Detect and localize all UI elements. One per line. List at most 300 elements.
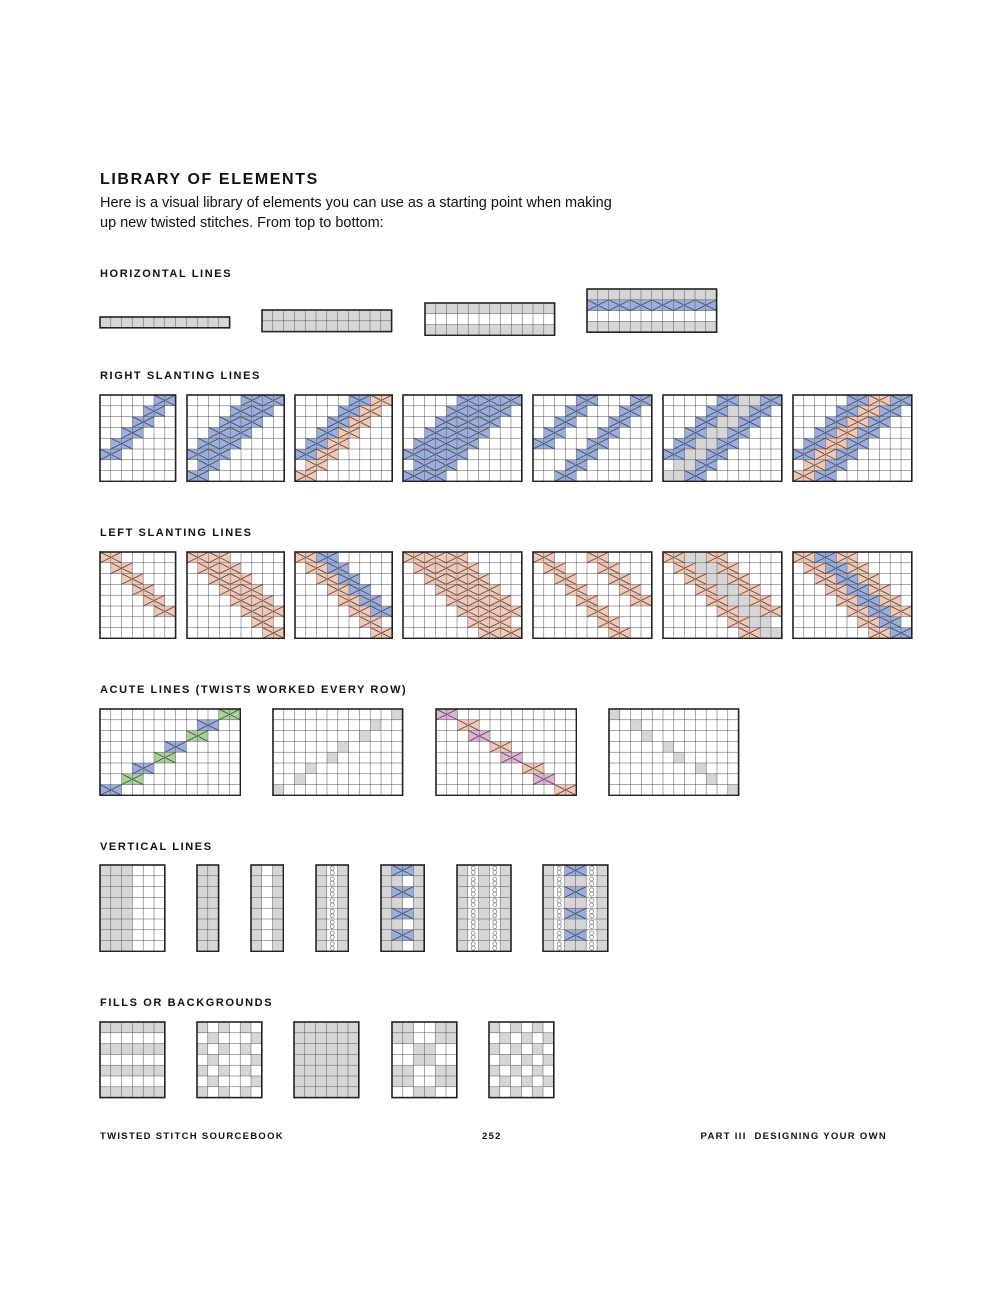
chart-cell-shaded <box>122 1022 133 1033</box>
chart-cell-shaded <box>435 1033 446 1044</box>
chart-cell-shaded <box>381 930 392 941</box>
chart-cell-shaded <box>100 919 111 930</box>
chart-cell-shaded <box>100 930 111 941</box>
chart-cell-shaded <box>728 785 739 796</box>
chart-cell-shaded <box>424 1044 435 1055</box>
chart-cell-shaded <box>543 1054 554 1065</box>
chart-cell-shaded <box>197 908 208 919</box>
chart-cell-shaded <box>468 303 479 314</box>
chart-cell-shaded <box>305 1087 316 1098</box>
section-heading-vertical: VERTICAL LINES <box>100 841 213 853</box>
chart-cell-shaded <box>609 321 620 332</box>
chart-cell-shaded <box>597 919 608 930</box>
chart-cell-shaded <box>403 1065 414 1076</box>
chart-cell-shaded <box>403 1033 414 1044</box>
chart-cell-shaded <box>500 919 511 930</box>
chart-cell-shaded <box>338 741 349 752</box>
chart-cell-shaded <box>176 317 187 328</box>
acute-chart-3 <box>435 708 577 796</box>
chart-cell-shaded <box>609 709 620 720</box>
chart-cell-shaded <box>316 1076 327 1087</box>
chart-cell-shaded <box>219 1044 230 1055</box>
chart-cell-shaded <box>337 1087 348 1098</box>
fill-chart-1 <box>99 1021 166 1099</box>
chart-cell-shaded <box>326 1087 337 1098</box>
chart-cell-shaded <box>316 1065 327 1076</box>
chart-cell-shaded <box>457 865 468 876</box>
chart-cell-shaded <box>251 865 262 876</box>
chart-cell-shaded <box>100 1022 111 1033</box>
chart-cell-shaded <box>273 876 284 887</box>
chart-cell-shaded <box>100 887 111 898</box>
chart-cell-shaded <box>122 876 133 887</box>
chart-cell-shaded <box>316 919 327 930</box>
chart-cell-shaded <box>370 310 381 321</box>
chart-cell-shaded <box>132 317 143 328</box>
chart-cell-shaded <box>425 325 436 336</box>
chart-cell-shaded <box>273 897 284 908</box>
chart-cell-shaded <box>326 1065 337 1076</box>
chart-cell-shaded <box>208 1076 219 1087</box>
chart-cell-shaded <box>619 289 630 300</box>
chart-cell-shaded <box>457 325 468 336</box>
chart-cell-shaded <box>316 1087 327 1098</box>
chart-cell-shaded <box>122 1044 133 1055</box>
fill-chart-3 <box>293 1021 360 1099</box>
chart-cell-shaded <box>673 289 684 300</box>
right-slant-chart-7 <box>792 394 913 482</box>
chart-cell-shaded <box>489 1044 500 1055</box>
chart-cell-shaded <box>273 908 284 919</box>
fill-chart-5 <box>488 1021 555 1099</box>
chart-cell-shaded <box>598 321 609 332</box>
chart-cell-shaded <box>543 876 554 887</box>
chart-cell-shaded <box>122 908 133 919</box>
chart-cell-shaded <box>630 289 641 300</box>
chart-cell-shaded <box>359 310 370 321</box>
chart-cell-shaded <box>219 317 230 328</box>
chart-cell-shaded <box>565 941 576 952</box>
chart-cell-shaded <box>338 908 349 919</box>
chart-cell-shaded <box>337 1054 348 1065</box>
chart-cell-shaded <box>132 1044 143 1055</box>
chart-cell-shaded <box>652 321 663 332</box>
chart-cell-shaded <box>479 303 490 314</box>
chart-cell-shaded <box>522 325 533 336</box>
right-slant-chart-4 <box>402 394 523 482</box>
chart-cell-shaded <box>295 774 306 785</box>
chart-cell-shaded <box>294 1076 305 1087</box>
chart-cell-shaded <box>500 865 511 876</box>
chart-cell-shaded <box>598 289 609 300</box>
left-slant-chart-2 <box>186 551 285 639</box>
chart-cell-shaded <box>575 941 586 952</box>
chart-cell-shaded <box>490 325 501 336</box>
chart-cell-shaded <box>208 887 219 898</box>
chart-cell-shaded <box>316 876 327 887</box>
chart-cell-shaded <box>316 887 327 898</box>
chart-cell-shaded <box>641 731 652 742</box>
chart-cell-shaded <box>143 1022 154 1033</box>
chart-cell-shaded <box>392 1076 403 1087</box>
chart-cell-shaded <box>403 1076 414 1087</box>
vertical-chart-5 <box>380 864 425 952</box>
chart-cell-shaded <box>543 887 554 898</box>
chart-cell-shaded <box>305 1054 316 1065</box>
chart-cell-shaded <box>490 303 501 314</box>
chart-cell-shaded <box>446 1065 457 1076</box>
chart-cell-shaded <box>425 303 436 314</box>
chart-cell-shaded <box>100 1044 111 1055</box>
chart-cell-shaded <box>381 919 392 930</box>
chart-cell-shaded <box>511 303 522 314</box>
chart-cell-shaded <box>100 1087 111 1098</box>
chart-cell-shaded <box>663 741 674 752</box>
chart-cell-shaded <box>316 321 327 332</box>
chart-cell-shaded <box>500 908 511 919</box>
fill-chart-4 <box>391 1021 458 1099</box>
acute-chart-4 <box>608 708 740 796</box>
chart-cell-shaded <box>251 876 262 887</box>
left-slant-chart-4 <box>402 551 523 639</box>
chart-cell-shaded <box>100 908 111 919</box>
chart-cell-shaded <box>370 321 381 332</box>
right-slant-chart-6 <box>662 394 783 482</box>
chart-cell-shaded <box>500 1033 511 1044</box>
chart-cell-shaded <box>348 1087 359 1098</box>
chart-cell-shaded <box>706 321 717 332</box>
chart-cell-shaded <box>381 897 392 908</box>
chart-cell-shaded <box>305 1044 316 1055</box>
chart-cell-shaded <box>186 317 197 328</box>
chart-cell-shaded <box>294 1087 305 1098</box>
chart-cell-shaded <box>348 1022 359 1033</box>
chart-cell-shaded <box>338 930 349 941</box>
chart-cell-shaded <box>511 325 522 336</box>
left-slant-chart-7 <box>792 551 913 639</box>
chart-cell-shaded <box>479 325 490 336</box>
chart-cell-shaded <box>457 930 468 941</box>
chart-cell-shaded <box>414 1054 425 1065</box>
right-slant-chart-1 <box>99 394 177 482</box>
chart-cell-shaded <box>154 317 165 328</box>
vertical-chart-7 <box>542 864 609 952</box>
chart-cell-shaded <box>597 930 608 941</box>
chart-cell-shaded <box>143 317 154 328</box>
chart-cell-shaded <box>197 1065 208 1076</box>
chart-cell-shaded <box>197 930 208 941</box>
chart-cell-shaded <box>413 876 424 887</box>
chart-cell-shaded <box>251 897 262 908</box>
vertical-chart-2 <box>196 864 220 952</box>
chart-cell-shaded <box>251 908 262 919</box>
chart-cell-shaded <box>468 325 479 336</box>
chart-cell-shaded <box>294 310 305 321</box>
chart-cell-shaded <box>111 887 122 898</box>
chart-cell-shaded <box>208 1054 219 1065</box>
chart-cell-shaded <box>521 1033 532 1044</box>
chart-cell-shaded <box>500 1076 511 1087</box>
vertical-chart-3 <box>250 864 284 952</box>
chart-cell-shaded <box>565 919 576 930</box>
chart-cell-shaded <box>673 321 684 332</box>
chart-cell-shaded <box>489 1087 500 1098</box>
chart-cell-shaded <box>543 1076 554 1087</box>
chart-cell-shaded <box>479 897 490 908</box>
chart-cell-shaded <box>543 919 554 930</box>
chart-cell-shaded <box>305 310 316 321</box>
chart-cell-shaded <box>326 1076 337 1087</box>
section-heading-fills: FILLS OR BACKGROUNDS <box>100 997 274 1009</box>
chart-cell-shaded <box>294 1033 305 1044</box>
chart-cell-shaded <box>543 908 554 919</box>
chart-cell-shaded <box>273 321 284 332</box>
right-slant-chart-5 <box>532 394 653 482</box>
chart-cell-shaded <box>457 303 468 314</box>
chart-cell-shaded <box>316 1022 327 1033</box>
chart-cell-shaded <box>327 752 338 763</box>
acute-chart-2 <box>272 708 404 796</box>
chart-cell-shaded <box>316 1054 327 1065</box>
section-heading-right-slanting: RIGHT SLANTING LINES <box>100 370 261 382</box>
chart-cell-shaded <box>587 289 598 300</box>
chart-cell-shaded <box>706 289 717 300</box>
chart-cell-shaded <box>273 865 284 876</box>
horizontal-chart-2 <box>261 309 393 333</box>
chart-cell-shaded <box>587 321 598 332</box>
chart-cell-shaded <box>305 763 316 774</box>
chart-cell-shaded <box>348 1076 359 1087</box>
right-slant-chart-2 <box>186 394 285 482</box>
chart-cell-shaded <box>533 325 544 336</box>
chart-cell-shaded <box>392 1022 403 1033</box>
chart-cell-shaded <box>663 289 674 300</box>
chart-cell-shaded <box>489 1022 500 1033</box>
chart-cell-shaded <box>457 887 468 898</box>
chart-cell-shaded <box>359 321 370 332</box>
chart-cell-shaded <box>348 1054 359 1065</box>
acute-chart-1 <box>99 708 241 796</box>
chart-cell-shaded <box>337 1022 348 1033</box>
chart-cell-shaded <box>543 865 554 876</box>
chart-cell-shaded <box>208 941 219 952</box>
chart-cell-shaded <box>630 321 641 332</box>
chart-cell-shaded <box>294 1044 305 1055</box>
chart-cell-shaded <box>240 1087 251 1098</box>
chart-cell-shaded <box>122 887 133 898</box>
chart-cell-shaded <box>219 1022 230 1033</box>
chart-cell-shaded <box>413 930 424 941</box>
chart-cell-shaded <box>111 941 122 952</box>
chart-cell-shaded <box>381 908 392 919</box>
chart-cell-shaded <box>348 1065 359 1076</box>
chart-cell-shaded <box>413 887 424 898</box>
chart-cell-shaded <box>532 1044 543 1055</box>
chart-cell-shaded <box>337 1065 348 1076</box>
chart-cell-shaded <box>197 865 208 876</box>
chart-cell-shaded <box>381 876 392 887</box>
chart-cell-shaded <box>337 1044 348 1055</box>
chart-cell-shaded <box>208 908 219 919</box>
chart-cell-shaded <box>100 865 111 876</box>
chart-cell-shaded <box>381 310 392 321</box>
chart-cell-shaded <box>132 1022 143 1033</box>
chart-cell-shaded <box>251 1054 262 1065</box>
chart-cell-shaded <box>575 919 586 930</box>
chart-cell-shaded <box>479 919 490 930</box>
chart-cell-shaded <box>641 321 652 332</box>
chart-cell-shaded <box>143 1087 154 1098</box>
chart-cell-shaded <box>424 1087 435 1098</box>
chart-cell-shaded <box>316 941 327 952</box>
chart-cell-shaded <box>500 1054 511 1065</box>
chart-cell-shaded <box>327 310 338 321</box>
chart-cell-shaded <box>240 1065 251 1076</box>
chart-cell-shaded <box>273 887 284 898</box>
chart-cell-shaded <box>294 1065 305 1076</box>
chart-cell-shaded <box>122 919 133 930</box>
chart-cell-shaded <box>695 763 706 774</box>
chart-cell-shaded <box>338 876 349 887</box>
chart-cell-shaded <box>132 1087 143 1098</box>
chart-cell-shaded <box>122 941 133 952</box>
left-slant-chart-6 <box>662 551 783 639</box>
chart-cell-shaded <box>392 1033 403 1044</box>
chart-cell-shaded <box>479 876 490 887</box>
vertical-chart-1 <box>99 864 166 952</box>
chart-cell-shaded <box>251 1076 262 1087</box>
chart-cell-shaded <box>641 289 652 300</box>
chart-cell-shaded <box>111 908 122 919</box>
chart-cell-shaded <box>457 897 468 908</box>
chart-cell-shaded <box>597 887 608 898</box>
chart-cell-shaded <box>154 1065 165 1076</box>
chart-cell-shaded <box>305 1022 316 1033</box>
chart-cell-shaded <box>273 941 284 952</box>
chart-cell-shaded <box>424 1054 435 1065</box>
chart-cell-shaded <box>208 865 219 876</box>
chart-cell-shaded <box>413 919 424 930</box>
chart-cell-shaded <box>251 887 262 898</box>
chart-cell-shaded <box>500 876 511 887</box>
chart-cell-shaded <box>435 1065 446 1076</box>
chart-cell-shaded <box>684 289 695 300</box>
chart-cell-shaded <box>143 1044 154 1055</box>
horizontal-chart-1 <box>99 316 231 329</box>
chart-cell-shaded <box>251 941 262 952</box>
chart-cell-shaded <box>197 941 208 952</box>
chart-cell-shaded <box>262 321 273 332</box>
chart-cell-shaded <box>500 930 511 941</box>
chart-cell-shaded <box>273 785 284 796</box>
chart-cell-shaded <box>392 1065 403 1076</box>
chart-cell-shaded <box>338 919 349 930</box>
chart-cell-shaded <box>100 941 111 952</box>
chart-cell-shaded <box>479 908 490 919</box>
chart-cell-shaded <box>501 325 512 336</box>
chart-cell-shaded <box>695 321 706 332</box>
footer-book-title: TWISTED STITCH SOURCEBOOK <box>100 1131 284 1142</box>
chart-cell-shaded <box>122 897 133 908</box>
section-heading-left-slanting: LEFT SLANTING LINES <box>100 527 253 539</box>
chart-cell-shaded <box>597 908 608 919</box>
chart-cell-shaded <box>338 887 349 898</box>
chart-cell-shaded <box>631 720 642 731</box>
chart-cell-shaded <box>511 1087 522 1098</box>
chart-cell-shaded <box>337 1033 348 1044</box>
chart-cell-shaded <box>521 1076 532 1087</box>
chart-cell-shaded <box>100 1065 111 1076</box>
chart-cell-shaded <box>154 1087 165 1098</box>
chart-cell-shaded <box>111 1065 122 1076</box>
chart-cell-shaded <box>273 919 284 930</box>
chart-cell-shaded <box>197 876 208 887</box>
chart-cell-shaded <box>436 325 447 336</box>
chart-cell-shaded <box>511 1044 522 1055</box>
chart-cell-shaded <box>447 303 458 314</box>
chart-cell-shaded <box>284 310 295 321</box>
footer-section-title: PART III DESIGNING YOUR OWN <box>700 1131 887 1142</box>
chart-cell-shaded <box>392 876 403 887</box>
chart-cell-shaded <box>251 930 262 941</box>
chart-cell-shaded <box>575 876 586 887</box>
chart-cell-shaded <box>435 1076 446 1087</box>
chart-cell-shaded <box>132 1065 143 1076</box>
chart-cell-shaded <box>348 310 359 321</box>
chart-cell-shaded <box>565 897 576 908</box>
chart-cell-shaded <box>316 310 327 321</box>
chart-cell-shaded <box>197 317 208 328</box>
chart-cell-shaded <box>479 887 490 898</box>
chart-cell-shaded <box>219 1065 230 1076</box>
chart-cell-shaded <box>479 865 490 876</box>
chart-cell-shaded <box>122 317 133 328</box>
chart-cell-shaded <box>154 1044 165 1055</box>
chart-cell-shaded <box>100 876 111 887</box>
chart-cell-shaded <box>326 1022 337 1033</box>
chart-cell-shaded <box>392 919 403 930</box>
chart-cell-shaded <box>348 1044 359 1055</box>
chart-cell-shaded <box>597 897 608 908</box>
chart-cell-shaded <box>457 919 468 930</box>
left-slant-chart-1 <box>99 551 177 639</box>
chart-cell-shaded <box>305 1065 316 1076</box>
chart-cell-shaded <box>316 930 327 941</box>
page-title: LIBRARY OF ELEMENTS <box>100 171 319 188</box>
vertical-chart-6 <box>456 864 512 952</box>
chart-cell-shaded <box>511 1022 522 1033</box>
chart-cell-shaded <box>208 919 219 930</box>
chart-cell-shaded <box>197 897 208 908</box>
chart-cell-shaded <box>316 1033 327 1044</box>
section-heading-acute: ACUTE LINES (TWISTS WORKED EVERY ROW) <box>100 684 408 696</box>
chart-cell-shaded <box>500 897 511 908</box>
chart-cell-shaded <box>326 1054 337 1065</box>
fill-chart-2 <box>196 1021 263 1099</box>
chart-cell-shaded <box>100 317 111 328</box>
chart-cell-shaded <box>122 1087 133 1098</box>
chart-cell-shaded <box>532 1022 543 1033</box>
horizontal-chart-3 <box>424 302 556 336</box>
chart-cell-shaded <box>392 709 403 720</box>
chart-cell-shaded <box>532 1065 543 1076</box>
chart-cell-shaded <box>435 1022 446 1033</box>
chart-cell-shaded <box>122 865 133 876</box>
chart-cell-shaded <box>348 1033 359 1044</box>
chart-cell-shaded <box>500 941 511 952</box>
chart-cell-shaded <box>273 310 284 321</box>
chart-cell-shaded <box>565 876 576 887</box>
